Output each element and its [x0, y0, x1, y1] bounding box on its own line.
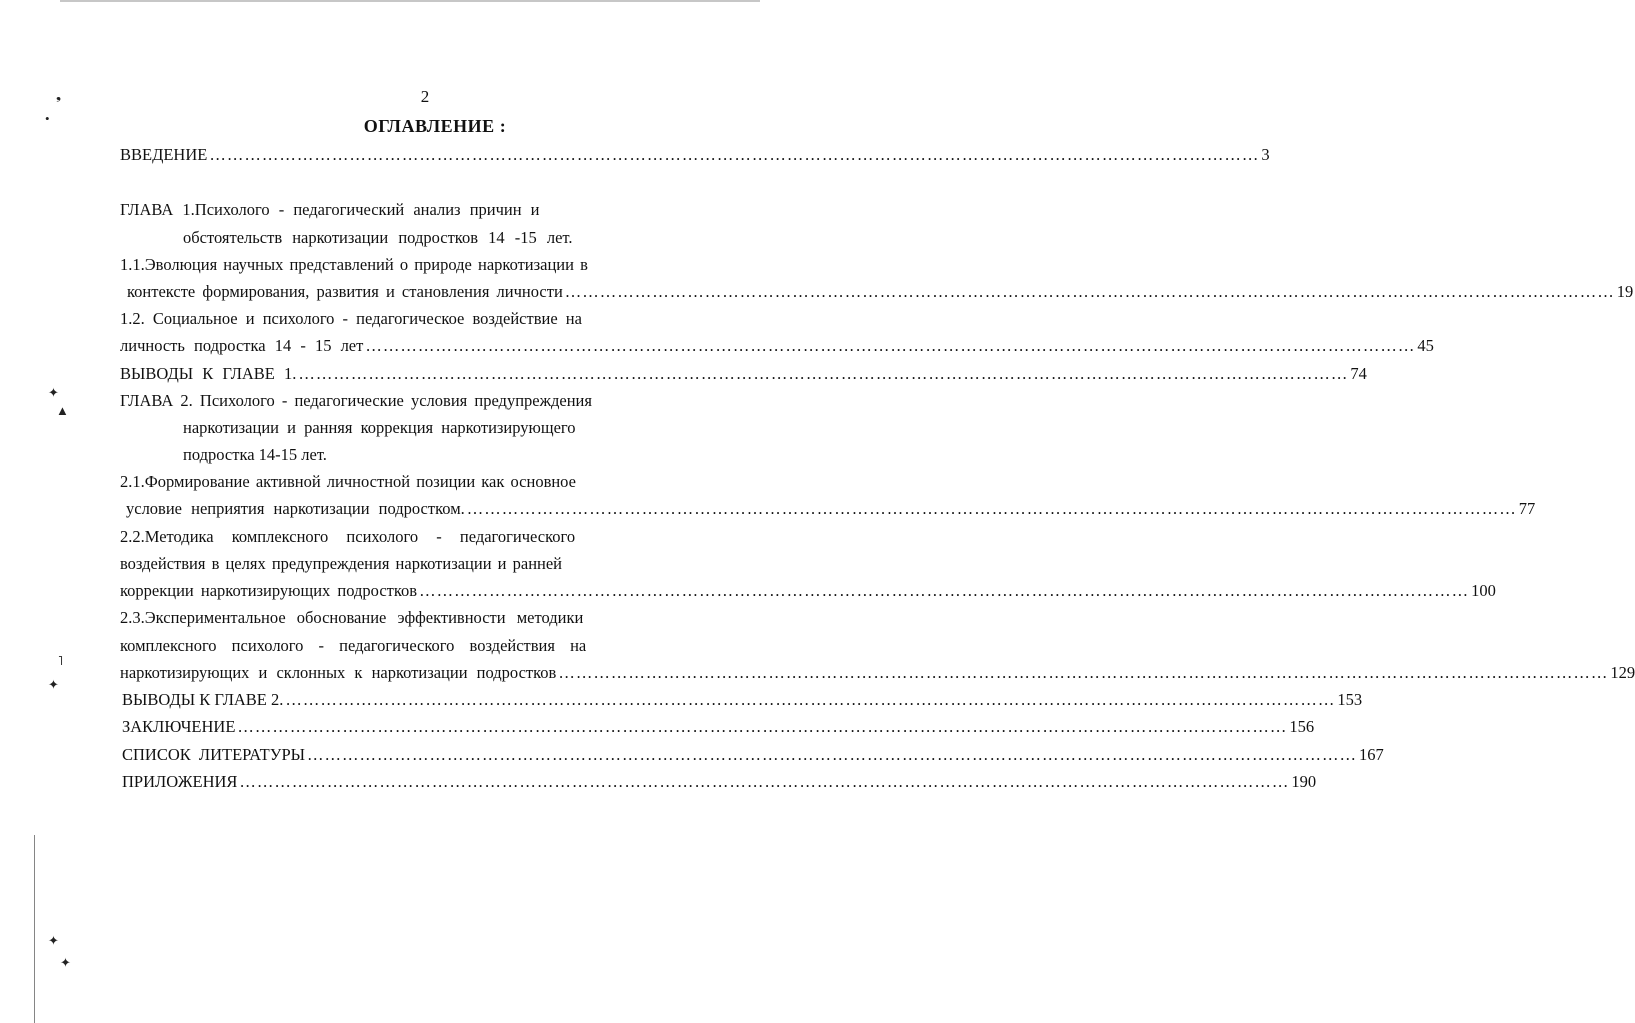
scan-speck: ✦	[60, 955, 71, 970]
scan-top-border	[60, 0, 760, 5]
toc-section-2-3-cont[interactable]	[120, 636, 650, 656]
toc-leader: ………………………………………………………………………………………………………………………………………………………………	[209, 145, 1260, 164]
toc-leader: ………………………………………………………………………………………………………………………………………………………………	[237, 717, 1288, 736]
toc-entry-text: 2.3.Экспериментальное обоснование эффективности методики	[120, 608, 584, 627]
toc-section-2-3-cont[interactable]	[120, 663, 1635, 683]
toc-entry-introduction[interactable]	[120, 145, 1270, 165]
toc-section-2-1-cont[interactable]	[126, 499, 1536, 519]
toc-conclusion[interactable]	[122, 717, 1315, 737]
page-number: 2	[420, 87, 430, 106]
toc-page: 153	[1337, 690, 1363, 709]
toc-entry-text: 1.1.Эволюция научных представлений о природе наркотизации в	[120, 255, 588, 274]
scan-speck: ✦	[48, 933, 59, 948]
toc-chapter-2-heading[interactable]	[120, 391, 640, 411]
toc-entry-text: ВЫВОДЫ К ГЛАВЕ 2.	[122, 690, 284, 709]
toc-chapter-1-heading-cont[interactable]	[183, 228, 633, 248]
toc-chapter-1-heading[interactable]	[120, 200, 630, 220]
toc-page: 190	[1291, 772, 1317, 791]
toc-section-2-2[interactable]	[120, 527, 645, 547]
toc-leader: ………………………………………………………………………………………………………………………………………………………………	[419, 581, 1470, 600]
toc-entry-text: ЗАКЛЮЧЕНИЕ	[122, 717, 236, 736]
scan-speck: •	[45, 111, 50, 126]
toc-entry-text: контексте формирования, развития и становления личности	[127, 282, 563, 301]
toc-entry-text: наркотизирующих и склонных к наркотизации подростков	[120, 663, 557, 682]
toc-page: 167	[1359, 745, 1384, 764]
toc-entry-text: ГЛАВА 1.Психолого - педагогический анализ причин и	[120, 200, 540, 219]
toc-conclusions-chapter-1[interactable]	[120, 364, 1367, 384]
toc-page: 156	[1289, 717, 1315, 736]
scan-speck: ▲	[56, 403, 69, 418]
toc-section-1-2-cont[interactable]	[120, 336, 1434, 356]
toc-entry-text: воздействия в целях предупреждения наркотизации и ранней	[120, 554, 563, 573]
toc-entry-text: ПРИЛОЖЕНИЯ	[122, 772, 238, 791]
toc-leader: ………………………………………………………………………………………………………………………………………………………………	[466, 499, 1517, 518]
toc-entry-text: СПИСОК ЛИТЕРАТУРЫ	[122, 745, 306, 764]
toc-entry-text: 1.2. Социальное и психолого - педагогическое воздействие на	[120, 309, 582, 328]
toc-leader: ………………………………………………………………………………………………………………………………………………………………	[298, 364, 1349, 383]
toc-entry-text: коррекции наркотизирующих подростков	[120, 581, 418, 600]
toc-entry-text: 2.2.Методика комплексного психолого - педагогического	[120, 527, 576, 546]
toc-section-2-3[interactable]	[120, 608, 650, 628]
toc-leader: ………………………………………………………………………………………………………………………………………………………………	[558, 663, 1609, 682]
toc-leader: ………………………………………………………………………………………………………………………………………………………………	[564, 282, 1615, 301]
toc-references[interactable]	[122, 745, 1384, 765]
page-title: ОГЛАВЛЕНИЕ :	[363, 116, 507, 136]
toc-section-2-2-cont[interactable]	[120, 581, 1496, 601]
toc-entry-text: комплексного психолого - педагогического воздействия на	[120, 636, 587, 655]
toc-entry-text: 2.1.Формирование активной личностной позиции как основное	[120, 472, 576, 491]
toc-appendices[interactable]	[122, 772, 1317, 792]
toc-chapter-2-heading-cont[interactable]	[183, 418, 643, 438]
toc-page: 100	[1471, 581, 1496, 600]
toc-section-1-2[interactable]	[120, 309, 640, 329]
toc-page: 77	[1518, 499, 1536, 518]
toc-entry-text: ГЛАВА 2. Психолого - педагогические условия предупреждения	[120, 391, 592, 410]
toc-leader: ………………………………………………………………………………………………………………………………………………………………	[365, 336, 1416, 355]
scan-left-margin-line	[34, 835, 35, 1023]
toc-entry-text: ВВЕДЕНИЕ	[120, 145, 208, 164]
toc-leader: ………………………………………………………………………………………………………………………………………………………………	[239, 772, 1290, 791]
toc-leader: ………………………………………………………………………………………………………………………………………………………………	[285, 690, 1336, 709]
toc-page: 74	[1350, 364, 1367, 383]
toc-section-1-1[interactable]	[120, 255, 640, 275]
toc-section-1-1-cont[interactable]	[127, 282, 1634, 302]
toc-section-2-1[interactable]	[120, 472, 640, 492]
toc-entry-text: условие неприятия наркотизации подростком.	[126, 499, 465, 518]
scan-speck: ✦	[48, 677, 59, 692]
toc-page: 129	[1610, 663, 1635, 682]
toc-entry-text: обстоятельств наркотизации подростков 14 -15 лет.	[183, 228, 573, 247]
toc-section-2-2-cont[interactable]	[120, 554, 650, 574]
toc-leader: ………………………………………………………………………………………………………………………………………………………………	[307, 745, 1358, 764]
scan-speck: ˥	[58, 653, 63, 668]
scan-speck: ❟	[56, 87, 62, 102]
scan-speck: ✦	[48, 385, 59, 400]
toc-chapter-2-heading-cont[interactable]	[183, 445, 383, 465]
toc-page: 45	[1417, 336, 1434, 355]
toc-entry-text: наркотизации и ранняя коррекция наркотизирующего	[183, 418, 576, 437]
toc-conclusions-chapter-2[interactable]	[122, 690, 1363, 710]
toc-entry-text: ВЫВОДЫ К ГЛАВЕ 1.	[120, 364, 297, 383]
toc-entry-text: подростка 14-15 лет.	[183, 445, 327, 464]
toc-entry-text: личность подростка 14 - 15 лет	[120, 336, 364, 355]
toc-page: 3	[1261, 145, 1270, 164]
toc-page: 19	[1616, 282, 1634, 301]
